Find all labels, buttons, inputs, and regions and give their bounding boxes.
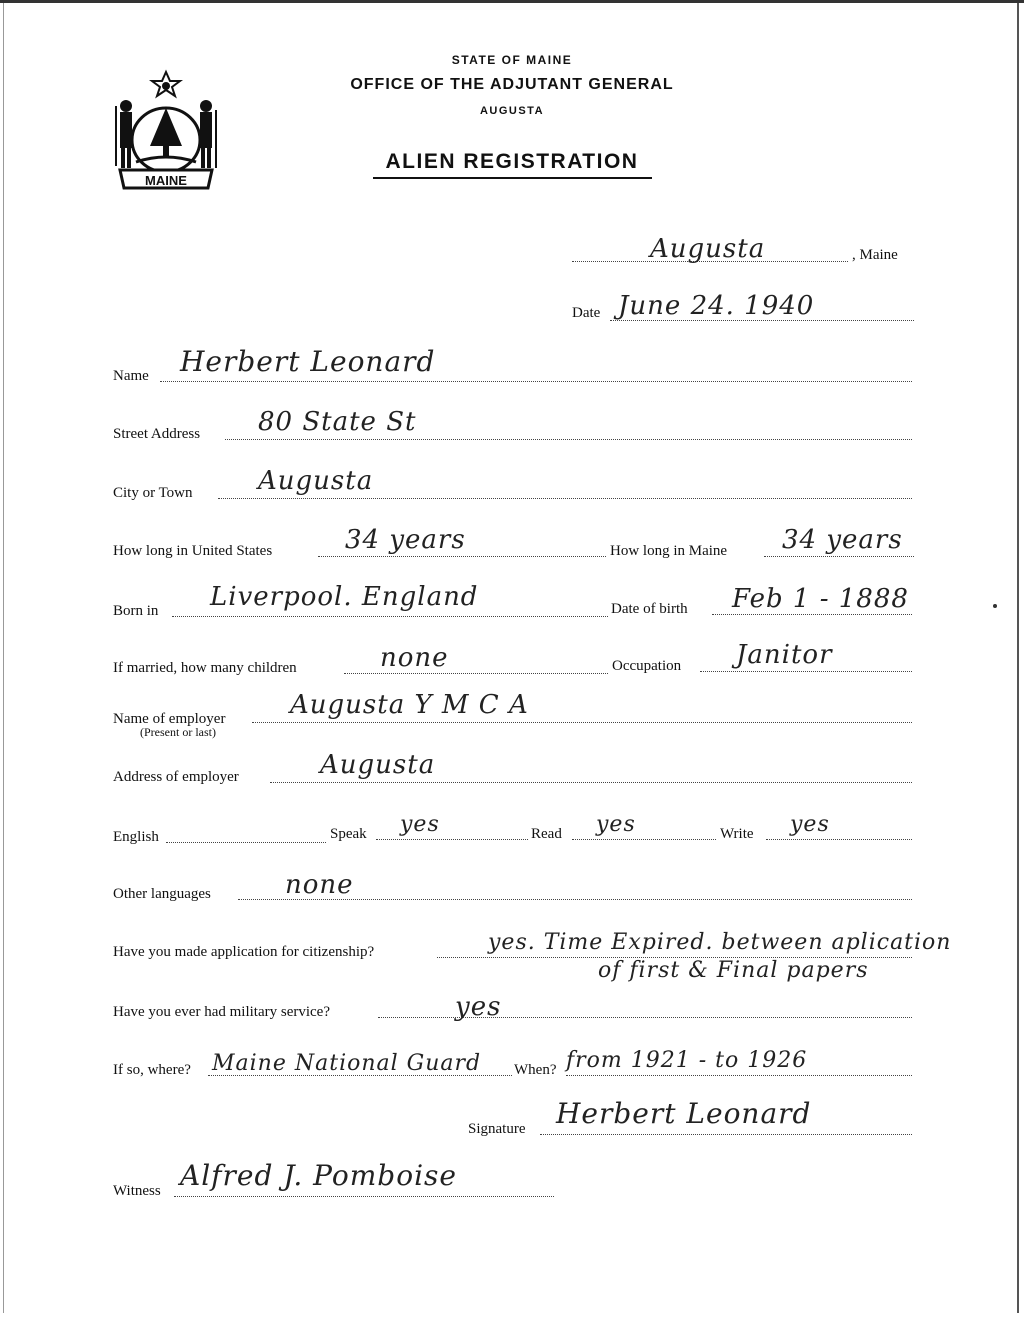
- how-long-us-value: 34 years: [345, 525, 466, 555]
- citizenship-value: yes. Time Expired. between aplication: [488, 930, 952, 955]
- form-title: ALIEN REGISTRATION: [385, 150, 639, 173]
- city-or-town-value: Augusta: [258, 466, 374, 496]
- speak-field-line: [376, 839, 528, 840]
- title-underline: [373, 177, 652, 179]
- city-or-town-field-line: [218, 498, 912, 499]
- military-value: yes: [455, 992, 502, 1022]
- how-long-maine-value: 34 years: [782, 525, 903, 555]
- date-value: June 24. 1940: [618, 291, 815, 321]
- name-label: Name: [113, 368, 149, 384]
- office-heading: OFFICE OF THE ADJUTANT GENERAL: [350, 76, 674, 93]
- signature-field-line: [540, 1134, 912, 1135]
- speak-label: Speak: [330, 826, 367, 842]
- other-languages-value: none: [285, 870, 354, 900]
- name-field-line: [160, 381, 912, 382]
- read-label: Read: [531, 826, 562, 842]
- other-languages-label: Other languages: [113, 886, 211, 902]
- employer-address-label: Address of employer: [113, 769, 239, 785]
- born-in-value: Liverpool. England: [210, 582, 479, 612]
- witness-field-line: [174, 1196, 554, 1197]
- employer-address-field-line: [270, 782, 912, 783]
- how-long-us-label: How long in United States: [113, 543, 273, 559]
- date-of-birth-field-line: [712, 614, 912, 615]
- read-value: yes: [596, 812, 636, 837]
- signature-label: Signature: [468, 1121, 526, 1137]
- date-label: Date: [572, 305, 601, 321]
- occupation-value: Janitor: [736, 640, 833, 670]
- children-field-line: [344, 673, 608, 674]
- city-heading: AUGUSTA: [479, 105, 545, 117]
- when-value: from 1921 - to 1926: [566, 1048, 808, 1073]
- employer-label: Name of employer: [113, 711, 226, 727]
- date-of-birth-label: Date of birth: [611, 601, 688, 617]
- read-field-line: [572, 839, 716, 840]
- name-value: Herbert Leonard: [180, 345, 436, 378]
- place-label: , Maine: [852, 247, 898, 263]
- occupation-label: Occupation: [612, 658, 682, 674]
- how-long-maine-label: How long in Maine: [610, 543, 728, 559]
- employer-sublabel: (Present or last): [140, 725, 216, 739]
- employer-value: Augusta Y M C A: [290, 690, 529, 720]
- english-label: English: [113, 829, 159, 845]
- born-in-field-line: [172, 616, 608, 617]
- children-label: If married, how many children: [113, 660, 297, 676]
- citizenship-label: Have you made application for citizenship?: [113, 944, 375, 960]
- born-in-label: Born in: [113, 603, 159, 619]
- how-long-maine-field-line: [764, 556, 914, 557]
- place-value: Augusta: [650, 234, 766, 264]
- employer-field-line: [252, 722, 912, 723]
- seal-banner-text: MAINE: [145, 173, 187, 188]
- state-heading: STATE OF MAINE: [451, 53, 573, 67]
- english-field-line: [166, 842, 326, 843]
- when-label: When?: [514, 1062, 557, 1078]
- employer-address-value: Augusta: [320, 750, 436, 780]
- occupation-field-line: [700, 671, 912, 672]
- children-value: none: [380, 643, 449, 673]
- where-value: Maine National Guard: [212, 1051, 482, 1076]
- how-long-us-field-line: [318, 556, 606, 557]
- write-value: yes: [790, 812, 830, 837]
- city-or-town-label: City or Town: [113, 485, 193, 501]
- stray-mark: [993, 604, 997, 608]
- witness-label: Witness: [113, 1183, 161, 1199]
- military-label: Have you ever had military service?: [113, 1004, 330, 1020]
- signature-value: Herbert Leonard: [556, 1097, 812, 1130]
- street-address-value: 80 State St: [258, 407, 417, 437]
- street-address-field-line: [225, 439, 912, 440]
- witness-value: Alfred J. Pomboise: [180, 1159, 457, 1192]
- where-label: If so, where?: [113, 1062, 191, 1078]
- speak-value: yes: [400, 812, 440, 837]
- write-field-line: [766, 839, 912, 840]
- date-of-birth-value: Feb 1 - 1888: [732, 584, 909, 614]
- page-border: [3, 3, 1019, 1313]
- when-field-line: [566, 1075, 912, 1076]
- write-label: Write: [720, 826, 754, 842]
- street-address-label: Street Address: [113, 426, 201, 442]
- citizenship-value-line2: of first & Final papers: [598, 958, 869, 983]
